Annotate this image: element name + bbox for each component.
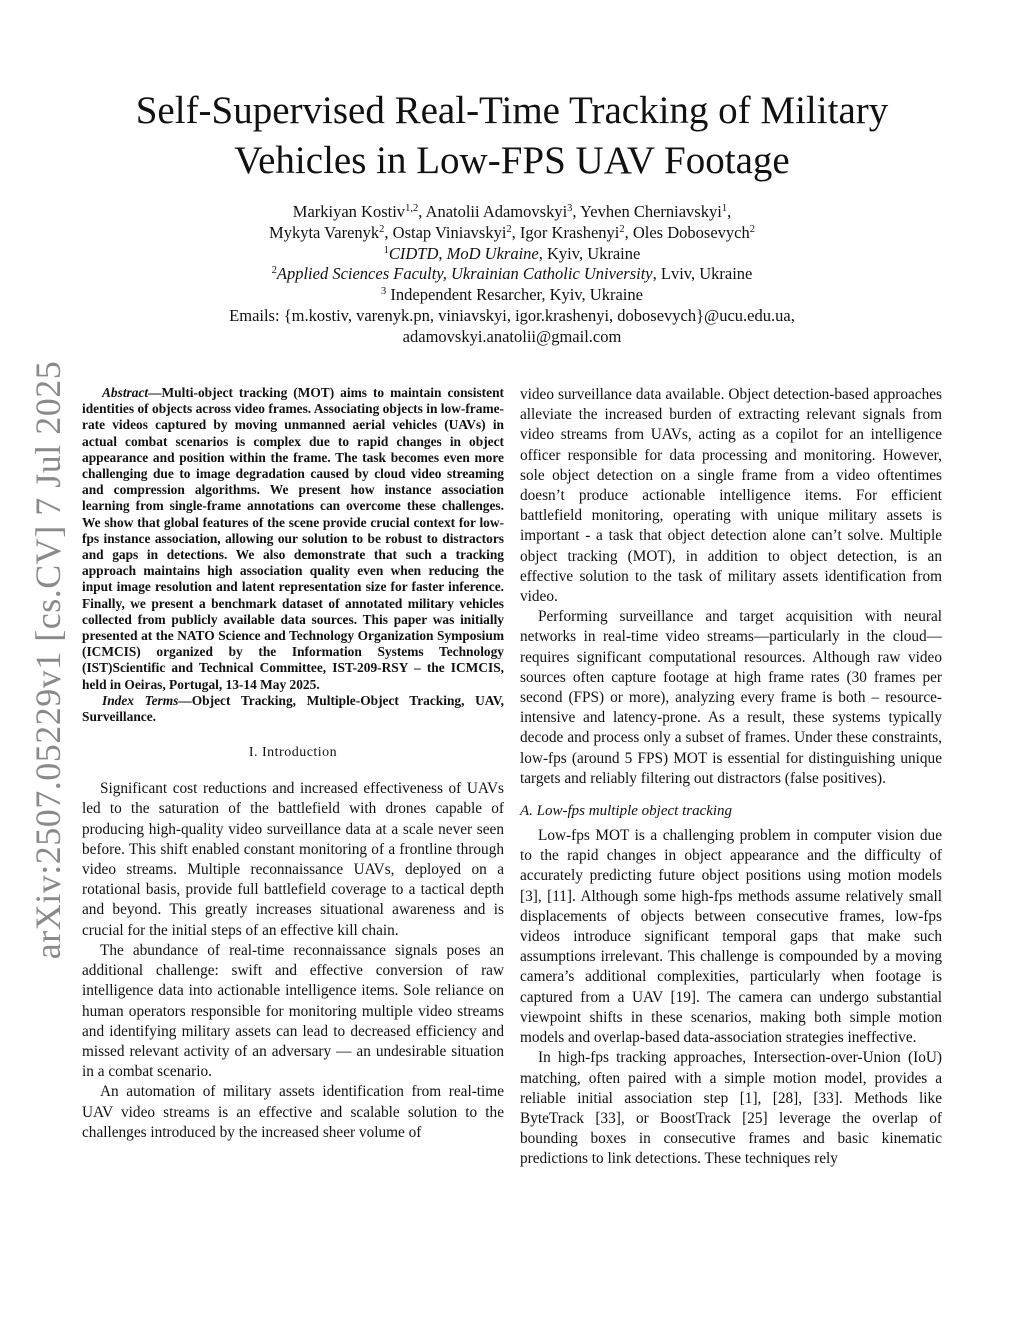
index-terms-lead: Index Terms [102, 692, 179, 708]
subsection-body [520, 826, 942, 1169]
subsection-heading-low-fps: A. Low-fps multiple object tracking [520, 803, 733, 820]
intro-body [82, 779, 504, 1143]
abstract [82, 385, 504, 693]
index-terms [82, 693, 504, 725]
paragraph: Significant cost reductions and increased effectiveness of UAVs led to the saturation of the battlefield with drones capable of producing high-quality video surveillance data at a scale never seen before. This shift enabled constant monitoring of a frontline through video streams. Multiple reconnaissance UAVs, deployed on a rotational basis, provide full battlefield coverage to a tactical depth and beyond. This greatly increases situational awareness and is crucial for the initial steps of an effective kill chain. [82, 780, 504, 939]
authors-line-2: Mykyta Varenyk$^2$, Ostap Viniavskyi$^2$, Igor Krashenyi$^2$, Oles Dobosevych$^2$ [269, 222, 755, 242]
arxiv-stamp: arXiv:2507.05229v1 [cs.CV] 7 Jul 2025 [28, 360, 68, 960]
abstract-text: —Multi-object tracking (MOT) aims to maintain consistent identities of objects across video frames. Associating objects in low-frame-rate videos captured by moving unmanned aerial vehicles (UAVs) in actual combat scenarios is complex due to rapid changes in object appearance and position within the frame. The task becomes even more challenging due to image degradation caused by cloud video streaming and compression algorithms. We present how instance association learning from single-frame annotations can overcome these challenges. We show that global features of the scene provide crucial context for low-fps instance association, allowing our solution to be robust to distractors and gaps in detections. We also demonstrate that such a tracking approach maintains high association quality even when reducing the input image resolution and latent representation size for faster inference. Finally, we present a benchmark dataset of annotated military vehicles collected from publicly available data sources. This paper was initially presented at the NATO Science and Technology Organization Symposium (ICMCIS) organized by the Information Systems Technology (IST)Scientific and Technical Committee, IST-209-RSY – the ICMCIS, held in Oeiras, Portugal, 13-14 May 2025. [82, 385, 504, 692]
paragraph: Performing surveillance and target acquisition with neural networks in real-time video streams—particularly in the cloud—requires significant computational resources. Although raw video sources often capture footage at high frame rates (30 frames per second (FPS) or more), analyzing every frame is both – resource-intensive and latency-prone. As a result, these systems typically decode and process only a subset of frames. Under these constraints, low-fps (around 5 FPS) MOT is essential for distinguishing unique targets and reliably filtering out distractors (false positives). [520, 608, 942, 787]
title-line-2: Vehicles in Low-FPS UAV Footage [234, 139, 790, 182]
right-column [520, 385, 942, 1170]
authors-line-1: Markiyan Kostiv$^{1,2}$, Anatolii Adamovskyi$^3$, Yevhen Cherniavskyi$^1$, [292, 202, 732, 221]
title-line-1: Self-Supervised Real-Time Tracking of Military [135, 89, 889, 132]
right-body [520, 385, 942, 789]
index-terms-text: —Object Tracking, Multiple-Object Tracking, UAV, Surveillance. [82, 692, 504, 725]
author-block [100, 202, 924, 348]
paragraph: In high-fps tracking approaches, Intersection-over-Union (IoU) matching, often paired with a simple motion model, provides a reliable initial association step [1], [28], [33]. Methods like ByteTrack [33], or BoostTrack [25] leverage the overlap of bounding boxes in consecutive frames and basic kinematic predictions to link detections. These techniques rely [520, 1049, 942, 1168]
paragraph: The abundance of real-time reconnaissance signals poses an additional challenge: swift and effective conversion of raw intelligence data into actionable intelligence items. Sole reliance on human operators responsible for monitoring multiple video streams and identifying military assets can lead to decreased efficiency and missed relevant activity of an adversary — an undesirable situation in a combat scenario. [82, 941, 504, 1081]
affiliation-1: $^1$CIDTD, MoD Ukraine, Kyiv, Ukraine [383, 243, 641, 263]
paragraph: video surveillance data available. Object detection-based approaches alleviate the increased burden of extracting relevant signals from video streams from UAVs, acting as a copilot for an intelligence officer responsible for data processing and monitoring. However, sole object detection on a single frame from a video oftentimes doesn’t produce actionable intelligence items. For efficient battlefield monitoring, operating with unique military assets is important - a task that object detection alone can’t solve. Multiple object tracking (MOT), in addition to object detection, is an effective solution to the task of military assets identification from video. [520, 386, 942, 606]
paragraph: Low-fps MOT is a challenging problem in computer vision due to the rapid changes in object appearance and the difficulty of accurately predicting future object positions using motion models [3], [11]. Although some high-fps methods assume relatively small displacements of objects between consecutive frames, low-fps videos introduce significant temporal gaps that make such assumptions irrelevant. This challenge is compounded by a moving camera’s additional complexities, particularly when footage is captured from a UAV [19]. The camera can undergo substantial viewpoint shifts in these scenarios, making both simple motion models and overlap-based data-association strategies ineffective. [520, 827, 942, 1047]
affiliation-3: $^3$ Independent Resarcher, Kyiv, Ukraine [381, 285, 643, 305]
paragraph: An automation of military assets identification from real-time UAV video streams is an effective and scalable solution to the challenges introduced by the increased sheer volume of [82, 1083, 504, 1141]
emails-line-1: Emails: {m.kostiv, varenyk.pn, viniavskyi, igor.krashenyi, dobosevych}@ucu.edu.ua, [229, 305, 795, 325]
emails-line-2: adamovskyi.anatolii@gmail.com [402, 326, 622, 346]
left-column [82, 385, 504, 1143]
section-heading-introduction: I. Introduction [248, 745, 338, 761]
paper-title [90, 86, 934, 186]
abstract-lead: Abstract [102, 385, 149, 400]
affiliation-2: $^2$Applied Sciences Faculty, Ukrainian Catholic University, Lviv, Ukraine [271, 264, 753, 284]
